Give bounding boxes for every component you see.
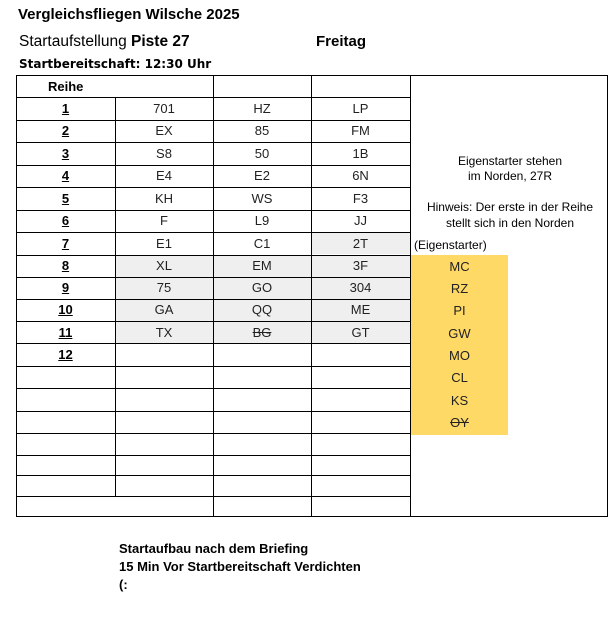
glider-cell: 1B <box>352 146 369 161</box>
row-number: 3 <box>61 146 70 161</box>
glider-cell <box>115 344 213 366</box>
eigenstarter-cell: MO <box>449 348 470 363</box>
note-line: Eigenstarter stehen <box>457 154 563 168</box>
row-number: 12 <box>58 347 73 362</box>
glider-cell <box>311 344 410 366</box>
glider-cell: F <box>160 213 168 228</box>
glider-cell: EX <box>155 123 173 138</box>
glider-cell-struck: BG <box>252 325 272 340</box>
glider-cell: GO <box>251 280 273 295</box>
eigenstarter-cell: CL <box>451 370 468 385</box>
glider-cell: 6N <box>352 168 369 183</box>
lineup-subtitle <box>19 33 190 51</box>
hint-line: stellt sich in den Norden <box>445 216 575 230</box>
grid-line <box>607 75 608 517</box>
glider-cell: 304 <box>349 280 372 295</box>
day-label: Freitag <box>316 33 367 50</box>
row-number: 1 <box>61 101 70 116</box>
glider-cell: 50 <box>254 146 270 161</box>
note-line: im Norden, 27R <box>467 169 553 183</box>
eigenstarter-cell: MC <box>449 259 470 274</box>
glider-cell <box>213 344 311 366</box>
glider-cell: E1 <box>156 236 172 251</box>
row-number: 2 <box>61 123 70 138</box>
row-header: Reihe <box>48 79 84 94</box>
eigenstarter-cell: GW <box>448 326 471 341</box>
glider-cell: S8 <box>156 146 172 161</box>
document-title: Vergleichsfliegen Wilsche 2025 <box>18 6 240 23</box>
row-number: 8 <box>61 258 70 273</box>
hint-line: Hinweis: Der erste in der Reihe <box>426 200 594 214</box>
glider-cell: ME <box>350 302 371 317</box>
glider-cell: EM <box>252 258 272 273</box>
grid-line <box>16 516 608 517</box>
glider-cell: C1 <box>253 236 271 251</box>
glider-cell: 85 <box>254 123 270 138</box>
grid-line <box>16 75 608 76</box>
glider-cell: HZ <box>253 101 271 116</box>
glider-cell: QQ <box>251 302 273 317</box>
row-number: 11 <box>58 325 73 340</box>
row-number: 10 <box>58 302 73 317</box>
eigenstarter-cell: KS <box>450 393 469 408</box>
footer-line: 15 Min Vor Startbereitschaft Verdichten <box>119 559 361 574</box>
glider-cell: F3 <box>352 191 369 206</box>
eigenstarter-cell: RZ <box>450 281 469 296</box>
glider-cell: TX <box>155 325 173 340</box>
glider-cell: LP <box>352 101 369 116</box>
glider-cell: 3F <box>352 258 369 273</box>
row-number: 7 <box>61 236 70 251</box>
glider-cell: E4 <box>156 168 172 183</box>
glider-cell: GT <box>351 325 370 340</box>
row-number: 5 <box>61 191 70 206</box>
footer-notes <box>119 540 361 594</box>
row-number: 4 <box>61 168 70 183</box>
row-number: 6 <box>61 213 70 228</box>
glider-cell: GA <box>154 302 174 317</box>
eigenstarter-cell: PI <box>453 303 466 318</box>
footer-line: Startaufbau nach dem Briefing <box>119 541 309 556</box>
glider-cell: KH <box>154 191 174 206</box>
glider-cell: 2T <box>352 236 369 251</box>
glider-cell: XL <box>156 258 172 273</box>
runway-label: Piste 27 <box>131 33 190 50</box>
glider-cell: E2 <box>254 168 270 183</box>
row-number: 9 <box>61 280 70 295</box>
lineup-grid <box>16 75 608 517</box>
glider-cell: 701 <box>153 101 175 116</box>
ready-time: Startbereitschaft: 12:30 Uhr <box>19 57 212 71</box>
eigenstarter-label: (Eigenstarter) <box>414 238 487 252</box>
eigenstarter-cell-struck: OY <box>450 415 469 430</box>
subtitle-prefix: Startaufstellung <box>19 33 127 50</box>
glider-cell: L9 <box>254 213 270 228</box>
glider-cell: WS <box>251 191 273 206</box>
glider-cell: 75 <box>156 280 172 295</box>
footer-line: (: <box>119 577 128 592</box>
glider-cell: FM <box>351 123 370 138</box>
glider-cell: JJ <box>354 213 367 228</box>
